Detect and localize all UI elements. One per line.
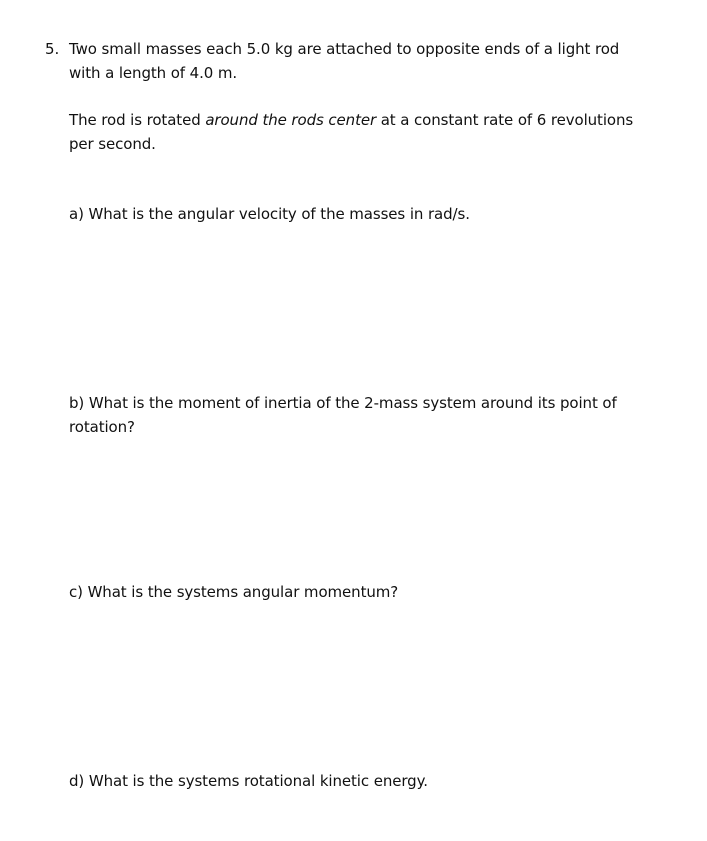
question-c-label: c) [69, 583, 83, 601]
question-b-text: What is the moment of inertia of the 2-mass system around its point of rotation? [69, 394, 617, 436]
question-a-text: What is the angular velocity of the masses in rad/s. [88, 205, 470, 223]
question-c [69, 580, 649, 604]
question-c-text: What is the systems angular momentum? [87, 583, 399, 601]
rotation-text-after: at a constant rate of 6 revolutions per second. [69, 111, 634, 153]
question-d [69, 769, 649, 793]
problem-intro: Two small masses each 5.0 kg are attached to opposite ends of a light rod with a length of 4.0 m. [69, 40, 620, 82]
rotation-text-before: The rod is rotated [69, 111, 206, 129]
rotation-text-emphasis: around the rods center [205, 111, 377, 129]
problem-number: 5. [45, 40, 60, 58]
question-a [69, 202, 649, 226]
problem-rotation [69, 108, 649, 156]
question-a-label: a) [69, 205, 84, 223]
question-d-text: What is the systems rotational kinetic energy. [88, 772, 428, 790]
question-d-label: d) [69, 772, 85, 790]
question-b [69, 391, 649, 439]
question-b-label: b) [69, 394, 85, 412]
